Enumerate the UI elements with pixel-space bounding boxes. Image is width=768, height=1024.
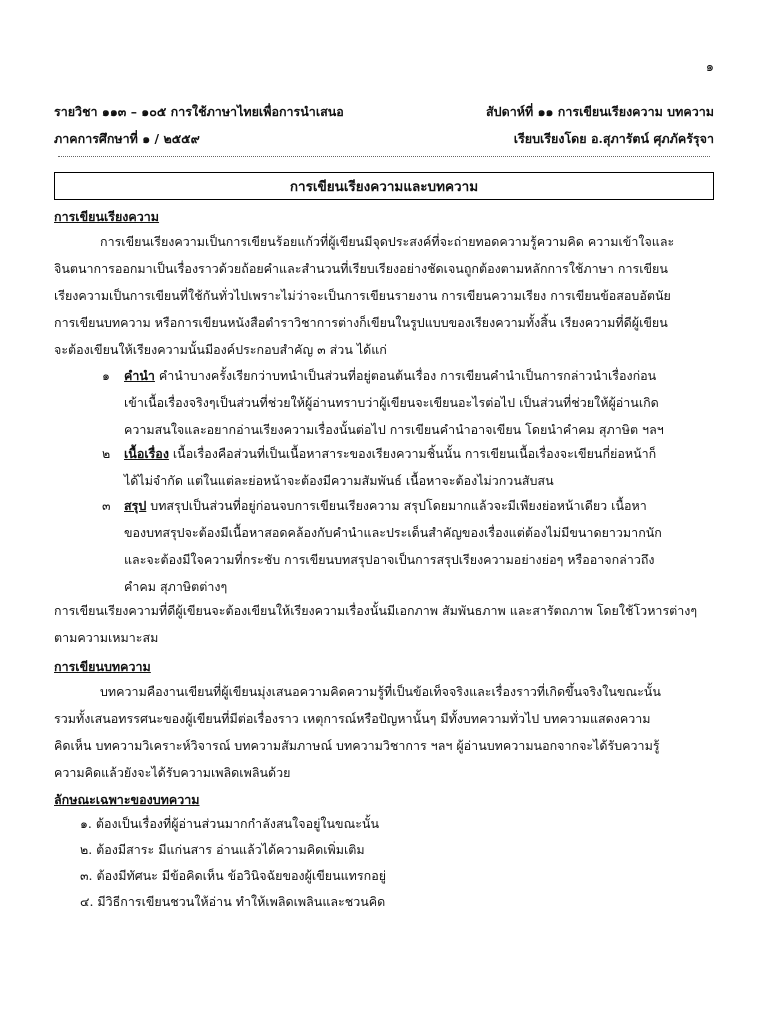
text-line: ของบทสรุปจะต้องมีเนื้อหาสอดคล้องกับคำนำและประเด็นสำคัญของเรื่องแต่ต้องไม่มีขนาดยาวมากนัก <box>124 525 662 540</box>
essay-intro-paragraph <box>54 228 714 363</box>
essay-closing-paragraph <box>54 597 714 651</box>
article-traits-list <box>80 811 714 915</box>
text-line: ความสนใจและอยากอ่านเรียงความเรื่องนั้นต่อไป การเขียนคำนำอาจเขียน โดยนำคำคม สุภาษิต ฯลฯ <box>124 422 664 437</box>
list-item: ๓. ต้องมีทัศนะ มีข้อคิดเห็น ข้อวินิจฉัยของผู้เขียนแทรกอยู่ <box>80 868 387 883</box>
item-number: ๓ <box>102 498 111 513</box>
item-keyword: สรุป <box>124 498 147 513</box>
list-item: ๑. ต้องเป็นเรื่องที่ผู้อ่านส่วนมากกำลังสนใจอยู่ในขณะนั้น <box>80 816 379 831</box>
document-title-box <box>54 172 714 200</box>
text-line: จินตนาการออกมาเป็นเรื่องราวด้วยถ้อยคำและสำนวนที่เรียบเรียงอย่างชัดเจนถูกต้องตามหลักการใช้ภาษา การเขียน <box>54 261 668 276</box>
list-item: ๒. ต้องมีสาระ มีแก่นสาร อ่านแล้วได้ความคิดเพิ่มเติม <box>80 842 365 857</box>
item-number: ๑ <box>102 368 110 383</box>
item-keyword: เนื้อเรื่อง <box>124 446 169 461</box>
text-line: และจะต้องมีใจความที่กระชับ การเขียนบทสรุปอาจเป็นการสรุปเรียงความอย่างย่อๆ หรืออาจกล่าวถึง <box>124 552 655 567</box>
dotted-divider <box>58 155 710 157</box>
section-heading-essay: การเขียนเรียงความ <box>54 209 160 224</box>
text-line: เรียงความเป็นการเขียนที่ใช้กันทั่วไปเพราะไม่ว่าจะเป็นการเขียนรายงาน การเขียนความเรียง การเขียนข้อสอบอัตนัย <box>54 288 671 303</box>
item-body <box>124 440 714 494</box>
section-heading-article-traits: ลักษณะเฉพาะของบทความ <box>54 792 200 807</box>
item-body <box>124 492 714 600</box>
item-body <box>124 362 714 443</box>
course-title: รายวิชา ๑๑๓ – ๑๐๕ การใช้ภาษาไทยเพื่อการนำเสนอ <box>54 104 344 119</box>
text-line: คำนำบางครั้งเรียกว่าบทนำเป็นส่วนที่อยู่ตอนต้นเรื่อง การเขียนคำนำเป็นการกล่าวนำเรื่องก่อน <box>154 368 657 383</box>
text-line: คิดเห็น บทความวิเคราะห์วิจารณ์ บทความสัมภาษณ์ บทความวิชาการ ฯลฯ ผู้อ่านบทความนอกจากจะได้รับความรู้ <box>54 738 660 753</box>
text-line: บทความคืองานเขียนที่ผู้เขียนมุ่งเสนอความคิดความรู้ที่เป็นข้อเท็จจริงและเรื่องราวที่เกิดขึ้นจริงในขณะนั้น <box>100 684 661 699</box>
page-number: ๑ <box>705 60 714 75</box>
section-heading-article: การเขียนบทความ <box>54 659 151 674</box>
item-keyword: คำนำ <box>124 368 155 383</box>
text-line: การเขียนบทความ หรือการเขียนหนังสือตำราวิชาการต่างก็เขียนในรูปแบบของเรียงความทั้งสิ้น เรียงความที่ดีผู้เขียน <box>54 315 668 330</box>
list-item: ๔. มีวิธีการเขียนชวนให้อ่าน ทำให้เพลิดเพลินและชวนคิด <box>80 894 386 909</box>
document-title: การเขียนเรียงความและบทความ <box>289 179 479 195</box>
week-title: สัปดาห์ที่ ๑๑ การเขียนเรียงความ บทความ <box>486 104 714 119</box>
text-line: จะต้องเขียนให้เรียงความนั้นมีองค์ประกอบสำคัญ ๓ ส่วน ได้แก่ <box>54 342 387 357</box>
text-line: ตามความเหมาะสม <box>54 630 159 645</box>
text-line: บทสรุปเป็นส่วนที่อยู่ก่อนจบการเขียนเรียงความ สรุปโดยมากแล้วจะมีเพียงย่อหน้าเดียว เนื้อหา <box>146 498 647 513</box>
author-label: เรียบเรียงโดย อ.สุภารัตน์ ศุภภัครัรุจา <box>513 131 714 146</box>
item-number: ๒ <box>102 446 111 461</box>
text-line: ได้ไม่จำกัด แต่ในแต่ละย่อหน้าจะต้องมีความสัมพันธ์ เนื้อหาจะต้องไม่วกวนสับสน <box>124 473 554 488</box>
text-line: ความคิดแล้วยังจะได้รับความเพลิดเพลินด้วย <box>54 765 291 780</box>
text-line: คำคม สุภาษิตต่างๆ <box>124 579 228 594</box>
term-label: ภาคการศึกษาที่ ๑ / ๒๕๕๙ <box>54 131 200 146</box>
article-paragraph <box>54 678 714 786</box>
text-line: รวมทั้งเสนอทรรศนะของผู้เขียนที่มีต่อเรื่องราว เหตุการณ์หรือปัญหานั้นๆ มีทั้งบทความทั่วไป บทความแสดงความ <box>54 711 651 726</box>
text-line: เนื้อเรื่องคือส่วนที่เป็นเนื้อหาสาระของเรียงความชิ้นนั้น การเขียนเนื้อเรื่องจะเขียนกี่ย่อหน้าก็ <box>168 446 657 461</box>
text-line: การเขียนเรียงความเป็นการเขียนร้อยแก้วที่ผู้เขียนมีจุดประสงค์ที่จะถ่ายทอดความรู้ความคิด ความเข้าใจและ <box>100 234 675 249</box>
text-line: การเขียนเรียงความที่ดีผู้เขียนจะต้องเขียนให้เรียงความเรื่องนั้นมีเอกภาพ สัมพันธภาพ และสารัตถภาพ โดยใช้โวหารต่างๆ <box>54 603 698 618</box>
text-line: เข้าเนื้อเรื่องจริงๆเป็นส่วนที่ช่วยให้ผู้อ่านทราบว่าผู้เขียนจะเขียนอะไรต่อไป เป็นส่วนที่ช่วยให้ผู้อ่านเกิด <box>124 395 659 410</box>
